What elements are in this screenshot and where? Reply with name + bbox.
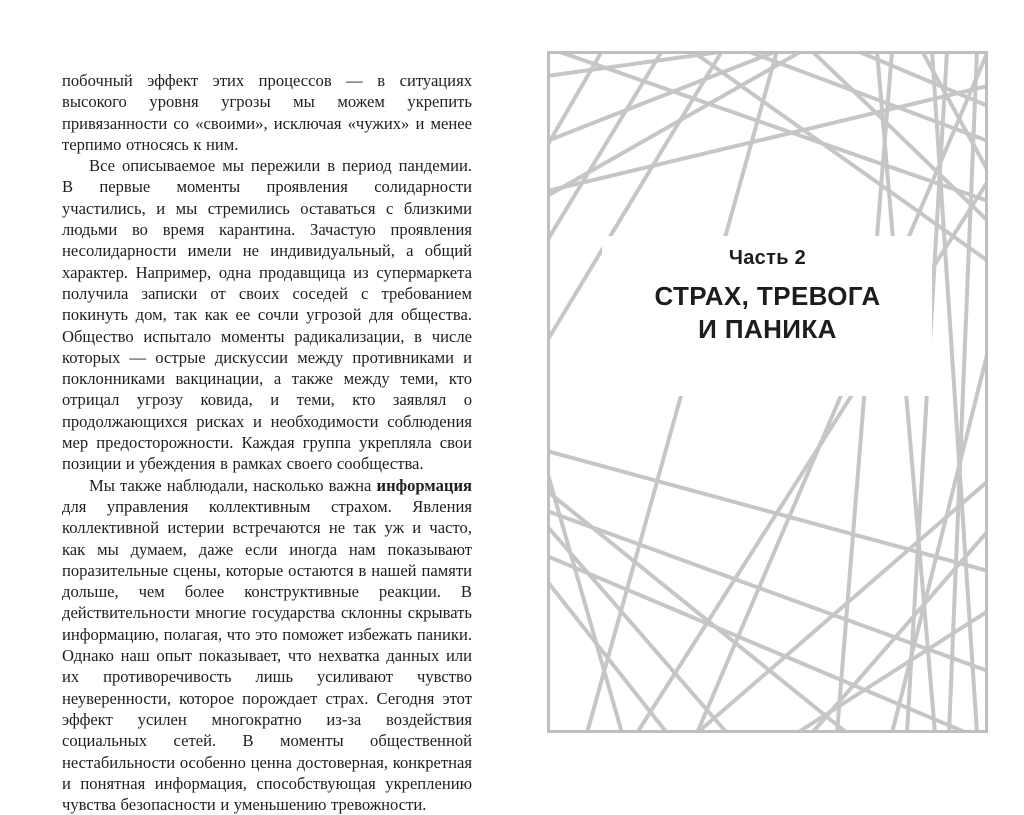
- bold-keyword: информация: [376, 475, 472, 495]
- paragraph-text: для управления коллективным страхом. Явления коллективной истерии встречаются не так уж и часто, как мы думаем, даже если иногда нам показывают поразительные сцены, которые остаются в нашей памяти дольше, чем более конструктивные реакции. В действительности многие государства склонны скрывать информацию, полагая, что это поможет избежать паники. Однако наш опыт показывает, что нехватка данных или их противоречивость лишь усиливают чувство неуверенности, которое порождает страх. Сегодня этот эффект усилен многократно из-за воздействия социальных сетей. В моменты общественной нестабильности особенно ценна достоверная, конкретная и понятная информация, способствующая укреплению чувства безопасности и уменьшению тревожности.: [62, 496, 472, 815]
- paragraph-continuation: побочный эффект этих процессов — в ситуациях высокого уровня угрозы мы можем укрепить привязанности со «своими», исключая «чужих» и менее терпимо относясь к ним.: [62, 71, 472, 154]
- part-title-line1: СТРАХ, ТРЕВОГА: [654, 281, 881, 311]
- part-title-line2: И ПАНИКА: [698, 314, 837, 344]
- part-label: Часть 2: [728, 247, 807, 269]
- string-art-pattern: [547, 51, 988, 733]
- part-title: [547, 280, 988, 346]
- paragraph-text: Мы также наблюдали, насколько важна: [89, 475, 377, 495]
- decorative-frame: [547, 51, 988, 733]
- chapter-title-block: [547, 247, 988, 346]
- paragraph: Все описываемое мы пережили в период пандемии. В первые моменты проявления солидарности участились, и мы стремились оставаться с близкими людьми во время карантина. Зачастую проявления несолидарности имели не индивидуальный, а общий характер. Например, одна продавщица из супермаркета получила записки от своих соседей с требованием покинуть дом, так как ее сочли угрозой для общества. Общество испытало моменты радикализации, в числе которых — острые дискуссии между противниками и поклонниками вакцинации, а также между теми, кто отрицал угрозу ковида, и теми, кто заявлял о продолжающихся рисках и необходимости соблюдения мер предосторожности. Каждая группа укрепляла свои позиции и убеждения в рамках своего сообщества.: [62, 156, 472, 474]
- paragraph: [62, 475, 472, 815]
- left-page: [62, 70, 472, 815]
